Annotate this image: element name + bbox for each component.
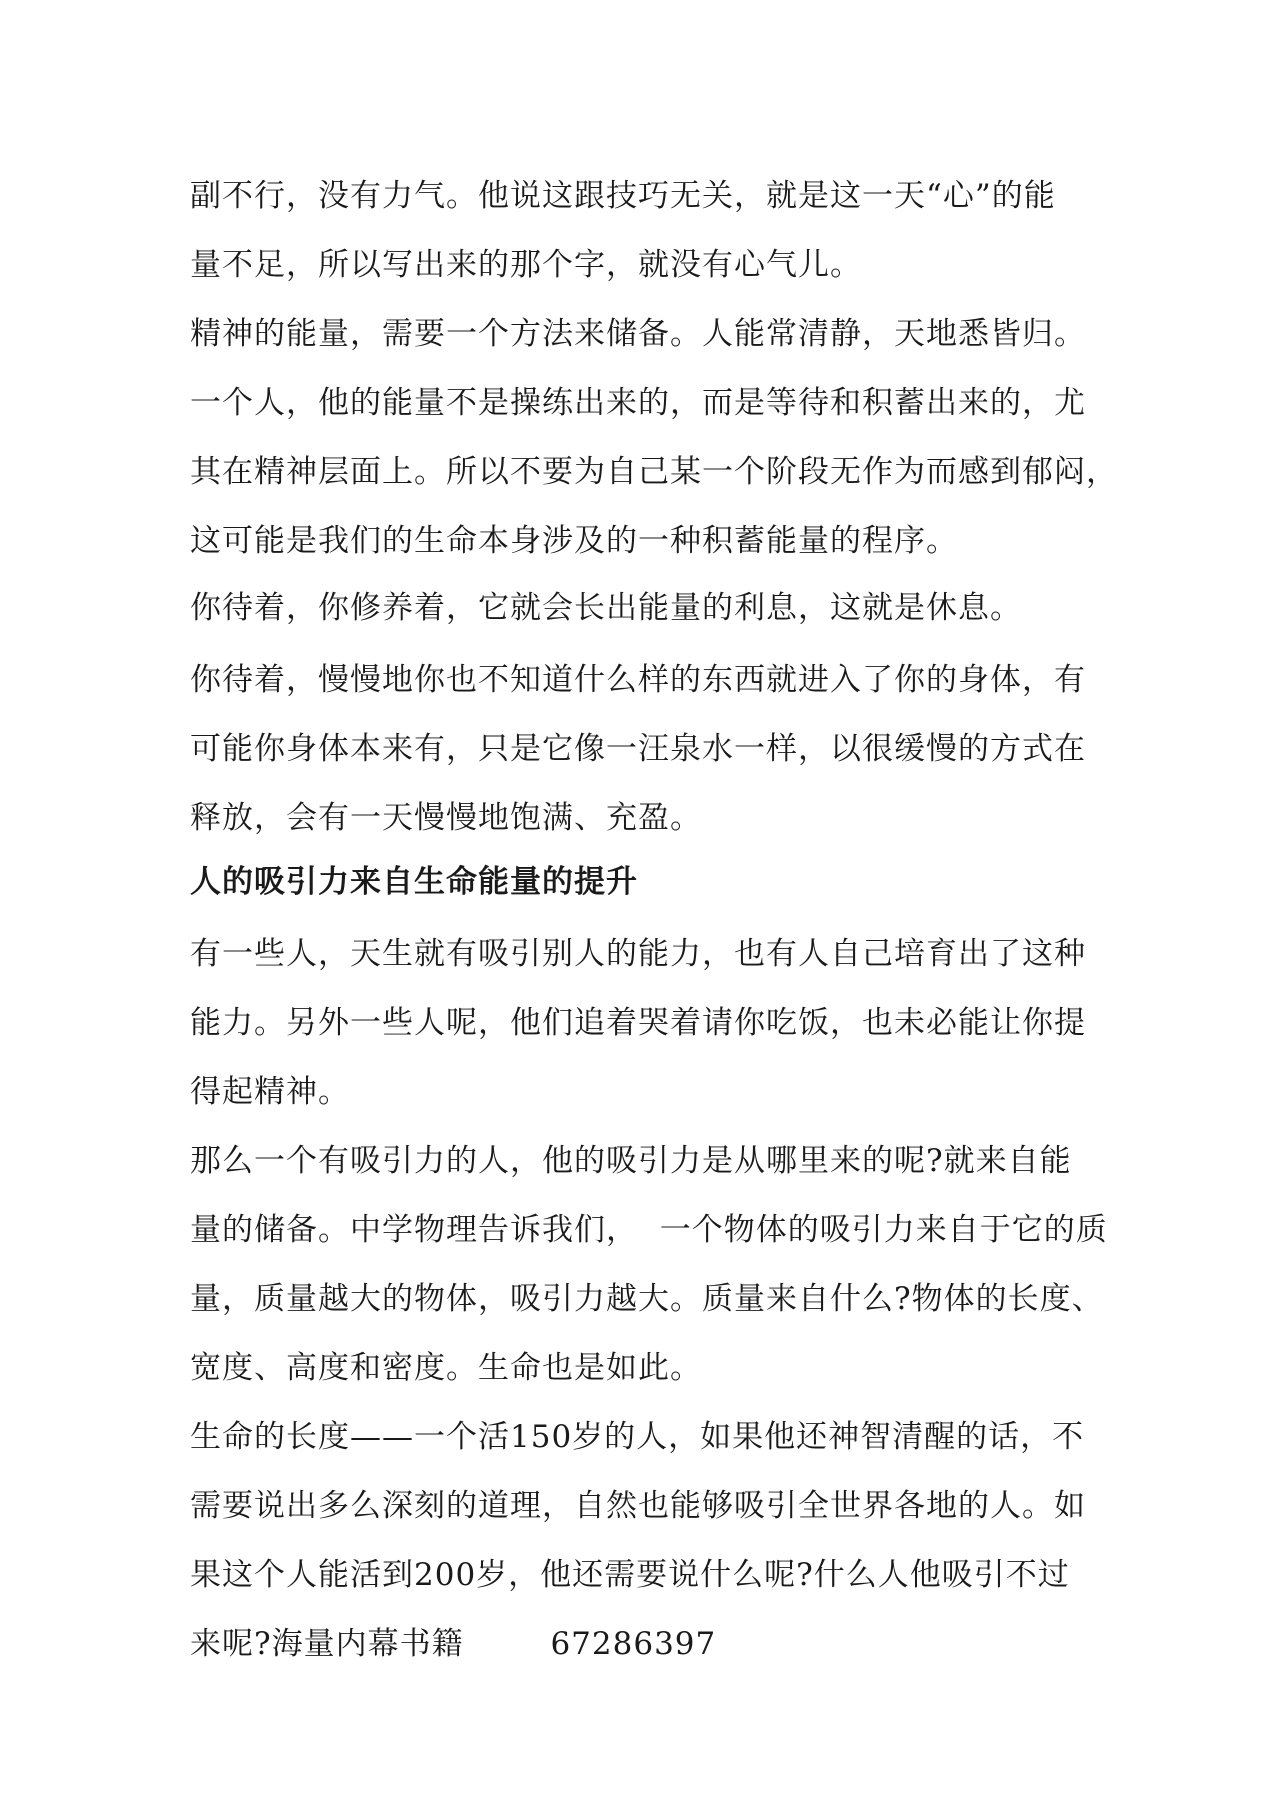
paragraph-7-line-1: 那么一个有吸引力的人，他的吸引力是从哪里来的呢?就来自能 <box>190 1143 1072 1179</box>
paragraph-7-line-4: 宽度、高度和密度。生命也是如此。 <box>190 1350 702 1386</box>
paragraph-3-line-3: 这可能是我们的生命本身涉及的一种积蓄能量的程序。 <box>190 523 958 559</box>
paragraph-5-line-3: 释放，会有一天慢慢地饱满、充盈。 <box>190 800 702 836</box>
paragraph-5-line-2: 可能你身体本来有，只是它像一汪泉水一样，以很缓慢的方式在 <box>190 731 1086 767</box>
paragraph-8-line-4: 来呢?海量内幕书籍 67286397 <box>190 1626 717 1662</box>
paragraph-6-line-3: 得起精神。 <box>190 1074 350 1110</box>
paragraph-8-line-2: 需要说出多么深刻的道理，自然也能够吸引全世界各地的人。如 <box>190 1488 1086 1524</box>
paragraph-7-line-2: 量的储备。中学物理告诉我们， 一个物体的吸引力来自于它的质 <box>190 1212 1108 1248</box>
paragraph-1-line-1: 副不行，没有力气。他说这跟技巧无关，就是这一天“心”的能 <box>190 178 1056 214</box>
paragraph-1-line-2: 量不足，所以写出来的那个字，就没有心气儿。 <box>190 247 862 283</box>
paragraph-8-line-3: 果这个人能活到200岁，他还需要说什么呢?什么人他吸引不过 <box>190 1557 1070 1593</box>
paragraph-8-line-1: 生命的长度——一个活150岁的人，如果他还神智清醒的话，不 <box>190 1419 1085 1455</box>
paragraph-5-line-1: 你待着，慢慢地你也不知道什么样的东西就进入了你的身体，有 <box>190 662 1086 698</box>
paragraph-4-line-1: 你待着，你修养着，它就会长出能量的利息，这就是休息。 <box>190 590 1022 626</box>
paragraph-6-line-2: 能力。另外一些人呢，他们追着哭着请你吃饭，也未必能让你提 <box>190 1005 1086 1041</box>
paragraph-3-line-2: 其在精神层面上。所以不要为自己某一个阶段无作为而感到郁闷， <box>190 454 1118 490</box>
paragraph-3-line-1: 一个人，他的能量不是操练出来的，而是等待和积蓄出来的，尤 <box>190 385 1086 421</box>
section-heading: 人的吸引力来自生命能量的提升 <box>190 864 638 900</box>
paragraph-6-line-1: 有一些人，天生就有吸引别人的能力，也有人自己培育出了这种 <box>190 936 1086 972</box>
paragraph-2-line-1: 精神的能量，需要一个方法来储备。人能常清静，天地悉皆归。 <box>190 316 1086 352</box>
paragraph-7-line-3: 量，质量越大的物体，吸引力越大。质量来自什么?物体的长度、 <box>190 1281 1104 1317</box>
